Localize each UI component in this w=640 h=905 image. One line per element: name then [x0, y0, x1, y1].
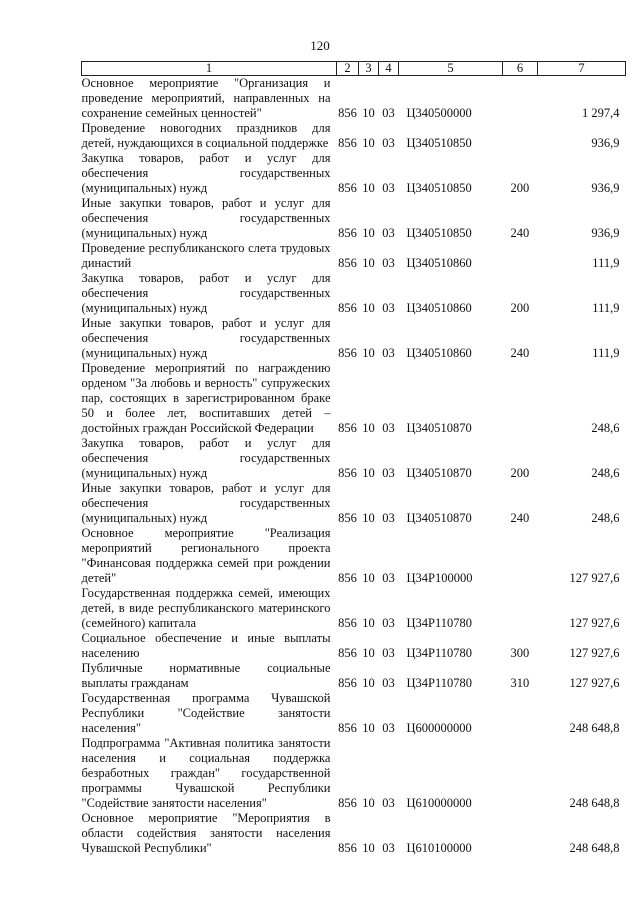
- table-row: [82, 631, 626, 661]
- table-row: [82, 811, 626, 856]
- row-target-article: Ц610000000: [406, 796, 472, 810]
- row-target-article: Ц340510870: [406, 421, 472, 435]
- row-target-article: Ц34Р110780: [406, 676, 473, 690]
- row-ministry-code: 856: [338, 106, 357, 120]
- row-subsection-code: 03: [382, 421, 395, 435]
- row-amount: 248,6: [591, 511, 620, 525]
- row-section-code: 10: [362, 466, 375, 480]
- row-amount: 111,9: [592, 346, 620, 360]
- row-target-article: Ц340510850: [406, 226, 472, 240]
- row-expense-type: [503, 241, 538, 271]
- row-ministry-code: 856: [338, 616, 357, 630]
- page-number: 120: [310, 38, 330, 53]
- row-section-code: 10: [362, 796, 375, 810]
- row-amount: 111,9: [592, 256, 620, 270]
- row-expense-type: [503, 691, 538, 736]
- row-ministry-code: 856: [338, 181, 357, 195]
- row-expense-type: [503, 76, 538, 122]
- table-row: [82, 76, 626, 122]
- table-row: [82, 736, 626, 811]
- row-section-code: 10: [362, 301, 375, 315]
- row-ministry-code: 856: [338, 346, 357, 360]
- row-ministry-code: 856: [338, 511, 357, 525]
- row-expense-type: [503, 586, 538, 631]
- row-target-article: Ц34Р100000: [406, 571, 473, 585]
- row-expense-type: [503, 361, 538, 436]
- row-description: Публичные нормативные социальные выплаты гражданам: [81, 661, 331, 690]
- row-ministry-code: 856: [338, 676, 357, 690]
- row-subsection-code: 03: [382, 106, 395, 120]
- row-section-code: 10: [362, 106, 375, 120]
- row-description: Закупка товаров, работ и услуг для обеспечения государственных (муниципальных) нужд: [81, 436, 331, 480]
- row-target-article: Ц340510860: [406, 256, 472, 270]
- row-target-article: Ц340510850: [406, 181, 472, 195]
- row-expense-type: 240: [510, 346, 530, 360]
- row-description: Иные закупки товаров, работ и услуг для обеспечения государственных (муниципальных) нужд: [81, 481, 331, 525]
- row-section-code: 10: [362, 571, 375, 585]
- table-row: [82, 691, 626, 736]
- row-section-code: 10: [362, 346, 375, 360]
- row-amount: 248,6: [591, 421, 620, 435]
- row-amount: 248 648,8: [569, 796, 620, 810]
- row-ministry-code: 856: [338, 721, 357, 735]
- row-description: Иные закупки товаров, работ и услуг для обеспечения государственных (муниципальных) нужд: [81, 196, 331, 240]
- row-ministry-code: 856: [338, 256, 357, 270]
- row-amount: 111,9: [592, 301, 620, 315]
- row-subsection-code: 03: [382, 571, 395, 585]
- row-ministry-code: 856: [338, 136, 357, 150]
- row-expense-type: 200: [510, 181, 530, 195]
- row-ministry-code: 856: [338, 646, 357, 660]
- row-target-article: Ц340500000: [406, 106, 472, 120]
- row-expense-type: 200: [510, 301, 530, 315]
- row-subsection-code: 03: [382, 841, 395, 855]
- column-header-1: 1: [82, 62, 337, 76]
- row-subsection-code: 03: [382, 346, 395, 360]
- row-expense-type: 300: [510, 646, 530, 660]
- table-row: [82, 241, 626, 271]
- row-subsection-code: 03: [382, 466, 395, 480]
- row-description: Основное мероприятие "Реализация мероприятий регионального проекта "Финансовая поддержка семей при рождении детей": [81, 526, 331, 585]
- row-expense-type: 240: [510, 511, 530, 525]
- column-header-7: 7: [538, 62, 626, 76]
- row-ministry-code: 856: [338, 466, 357, 480]
- row-amount: 936,9: [591, 226, 620, 240]
- row-target-article: Ц34Р110780: [406, 646, 473, 660]
- budget-table: [81, 61, 626, 856]
- row-section-code: 10: [362, 256, 375, 270]
- table-row: [82, 196, 626, 241]
- row-amount: 127 927,6: [569, 571, 620, 585]
- row-description: Основное мероприятие "Организация и проведение мероприятий, направленных на сохранение семейных ценностей": [81, 76, 331, 120]
- row-amount: 936,9: [591, 136, 620, 150]
- column-header-2: 2: [337, 62, 359, 76]
- row-ministry-code: 856: [338, 301, 357, 315]
- row-expense-type: 240: [510, 226, 530, 240]
- row-ministry-code: 856: [338, 226, 357, 240]
- row-target-article: Ц600000000: [406, 721, 472, 735]
- row-target-article: Ц340510860: [406, 346, 472, 360]
- row-expense-type: [503, 526, 538, 586]
- row-description: Проведение новогодних праздников для детей, нуждающихся в социальной поддержке: [81, 121, 331, 150]
- row-section-code: 10: [362, 646, 375, 660]
- row-section-code: 10: [362, 136, 375, 150]
- row-section-code: 10: [362, 841, 375, 855]
- row-amount: 127 927,6: [569, 646, 620, 660]
- row-description: Государственная поддержка семей, имеющих детей, в виде республиканского материнского (семейного) капитала: [81, 586, 331, 630]
- row-subsection-code: 03: [382, 181, 395, 195]
- table-row: [82, 526, 626, 586]
- row-subsection-code: 03: [382, 796, 395, 810]
- row-target-article: Ц610100000: [406, 841, 472, 855]
- row-section-code: 10: [362, 181, 375, 195]
- row-subsection-code: 03: [382, 646, 395, 660]
- table-row: [82, 361, 626, 436]
- row-expense-type: [503, 736, 538, 811]
- row-section-code: 10: [362, 676, 375, 690]
- table-row: [82, 271, 626, 316]
- table-row: [82, 481, 626, 526]
- row-expense-type: 310: [510, 676, 530, 690]
- row-target-article: Ц340510860: [406, 301, 472, 315]
- row-section-code: 10: [362, 721, 375, 735]
- row-ministry-code: 856: [338, 796, 357, 810]
- table-row: [82, 586, 626, 631]
- row-target-article: Ц34Р110780: [406, 616, 473, 630]
- table-row: [82, 151, 626, 196]
- row-amount: 127 927,6: [569, 676, 620, 690]
- row-subsection-code: 03: [382, 301, 395, 315]
- row-ministry-code: 856: [338, 571, 357, 585]
- column-header-6: 6: [503, 62, 538, 76]
- row-description: Подпрограмма "Активная политика занятости населения и социальная поддержка безработных граждан" государственной программы Чувашской Республики "Содействие занятости населения": [81, 736, 331, 810]
- row-ministry-code: 856: [338, 421, 357, 435]
- row-amount: 127 927,6: [569, 616, 620, 630]
- row-amount: 936,9: [591, 181, 620, 195]
- row-description: Иные закупки товаров, работ и услуг для обеспечения государственных (муниципальных) нужд: [81, 316, 331, 360]
- row-description: Закупка товаров, работ и услуг для обеспечения государственных (муниципальных) нужд: [81, 271, 331, 315]
- row-subsection-code: 03: [382, 226, 395, 240]
- row-section-code: 10: [362, 421, 375, 435]
- row-description: Закупка товаров, работ и услуг для обеспечения государственных (муниципальных) нужд: [81, 151, 331, 195]
- column-header-5: 5: [399, 62, 503, 76]
- row-subsection-code: 03: [382, 511, 395, 525]
- row-description: Проведение мероприятий по награждению орденом "За любовь и верность" супружеских пар, состоящих в зарегистрированном браке 50 и более лет, воспитавших детей – достойных граждан Российской Федерации: [81, 361, 331, 435]
- column-header-4: 4: [379, 62, 399, 76]
- column-header-3: 3: [359, 62, 379, 76]
- row-subsection-code: 03: [382, 721, 395, 735]
- table-row: [82, 661, 626, 691]
- row-target-article: Ц340510870: [406, 466, 472, 480]
- row-subsection-code: 03: [382, 136, 395, 150]
- row-section-code: 10: [362, 511, 375, 525]
- row-section-code: 10: [362, 616, 375, 630]
- row-expense-type: [503, 811, 538, 856]
- table-row: [82, 436, 626, 481]
- table-header-row: [82, 62, 626, 76]
- row-subsection-code: 03: [382, 256, 395, 270]
- row-amount: 1 297,4: [582, 106, 620, 120]
- row-amount: 248,6: [591, 466, 620, 480]
- row-description: Основное мероприятие "Мероприятия в области содействия занятости населения Чувашской Республики": [81, 811, 331, 855]
- row-description: Социальное обеспечение и иные выплаты населению: [81, 631, 331, 660]
- row-description: Государственная программа Чувашской Республики "Содействие занятости населения": [81, 691, 331, 735]
- row-expense-type: 200: [510, 466, 530, 480]
- row-description: Проведение республиканского слета трудовых династий: [81, 241, 331, 270]
- row-subsection-code: 03: [382, 616, 395, 630]
- row-ministry-code: 856: [338, 841, 357, 855]
- row-subsection-code: 03: [382, 676, 395, 690]
- row-section-code: 10: [362, 226, 375, 240]
- row-target-article: Ц340510850: [406, 136, 472, 150]
- row-target-article: Ц340510870: [406, 511, 472, 525]
- table-row: [82, 121, 626, 151]
- row-amount: 248 648,8: [569, 721, 620, 735]
- row-expense-type: [503, 121, 538, 151]
- table-row: [82, 316, 626, 361]
- row-amount: 248 648,8: [569, 841, 620, 855]
